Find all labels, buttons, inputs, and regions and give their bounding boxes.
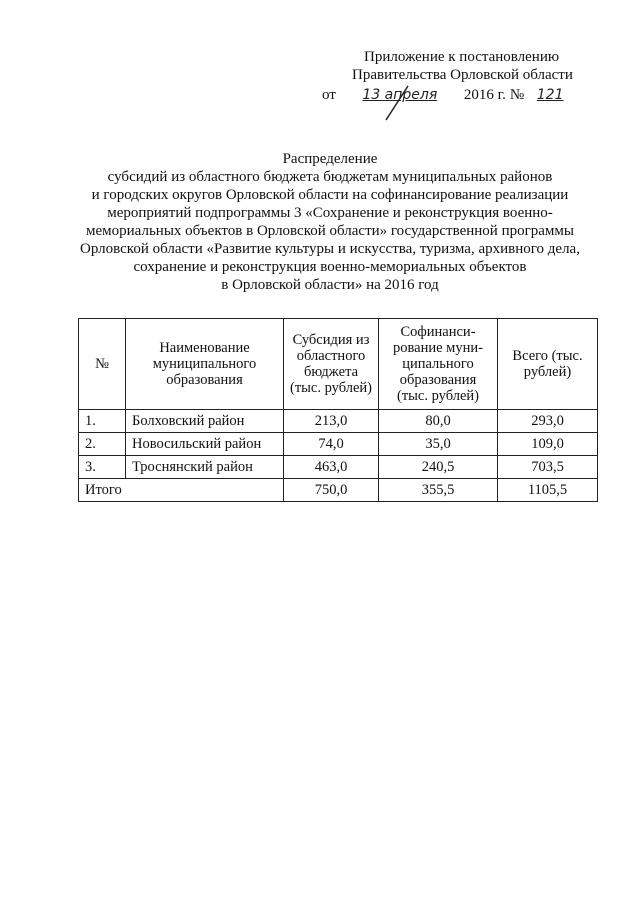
title-line: субсидий из областного бюджета бюджетам муниципальных районов [107,169,553,185]
title-line: Орловской области «Развитие культуры и искусства, туризма, архивного дела, [80,241,580,257]
table-row [79,410,598,433]
column-header-cofinancing: Софинанси-рование муни-ципального образования (тыс. рублей) [379,319,498,410]
date-prefix: от [322,87,336,103]
total-label: Итого [79,479,284,502]
row-subsidy: 213,0 [284,410,379,433]
column-header-subsidy: Субсидия из областного бюджета (тыс. рублей) [284,319,379,410]
row-subsidy: 463,0 [284,456,379,479]
row-subsidy: 74,0 [284,433,379,456]
total-subsidy: 750,0 [284,479,379,502]
row-total: 293,0 [498,410,598,433]
total-cofinancing: 355,5 [379,479,498,502]
row-cofinancing: 35,0 [379,433,498,456]
row-total: 703,5 [498,456,598,479]
column-header-name: Наименование муниципального образования [126,319,284,410]
header-line-1: Приложение к постановлению [364,49,560,65]
title-line: и городских округов Орловской области на софинансирование реализации [91,187,569,203]
title-line: в Орловской области» на 2016 год [221,277,439,293]
title-line: мероприятий подпрограммы 3 «Сохранение и реконструкция военно- [107,205,553,221]
table-row [79,433,598,456]
table-row [79,456,598,479]
table-header-row [79,319,598,410]
number-sign: № [509,87,525,103]
row-name: Троснянский район [126,456,284,479]
row-number: 1. [79,410,126,433]
handwritten-date: 13 апреля [362,87,438,103]
header-date-line [322,86,572,104]
row-cofinancing: 80,0 [379,410,498,433]
header-line-2: Правительства Орловской области [352,67,573,83]
title-line: Распределение [282,151,378,167]
title-line: мемориальных объектов в Орловской области» государственной программы [86,223,574,239]
row-cofinancing: 240,5 [379,456,498,479]
year-text: 2016 г. [463,87,506,103]
column-header-total: Всего (тыс. рублей) [498,319,598,410]
total-all: 1105,5 [498,479,598,502]
row-name: Новосильский район [126,433,284,456]
title-line: сохранение и реконструкция военно-мемориальных объектов [133,259,527,275]
document-title [60,150,600,294]
distribution-table [78,318,598,502]
row-name: Болховский район [126,410,284,433]
signature-stroke-icon [380,84,420,124]
table-total-row [79,479,598,502]
row-total: 109,0 [498,433,598,456]
handwritten-number: 121 [536,87,564,103]
column-header-number: № [79,319,126,410]
row-number: 2. [79,433,126,456]
row-number: 3. [79,456,126,479]
